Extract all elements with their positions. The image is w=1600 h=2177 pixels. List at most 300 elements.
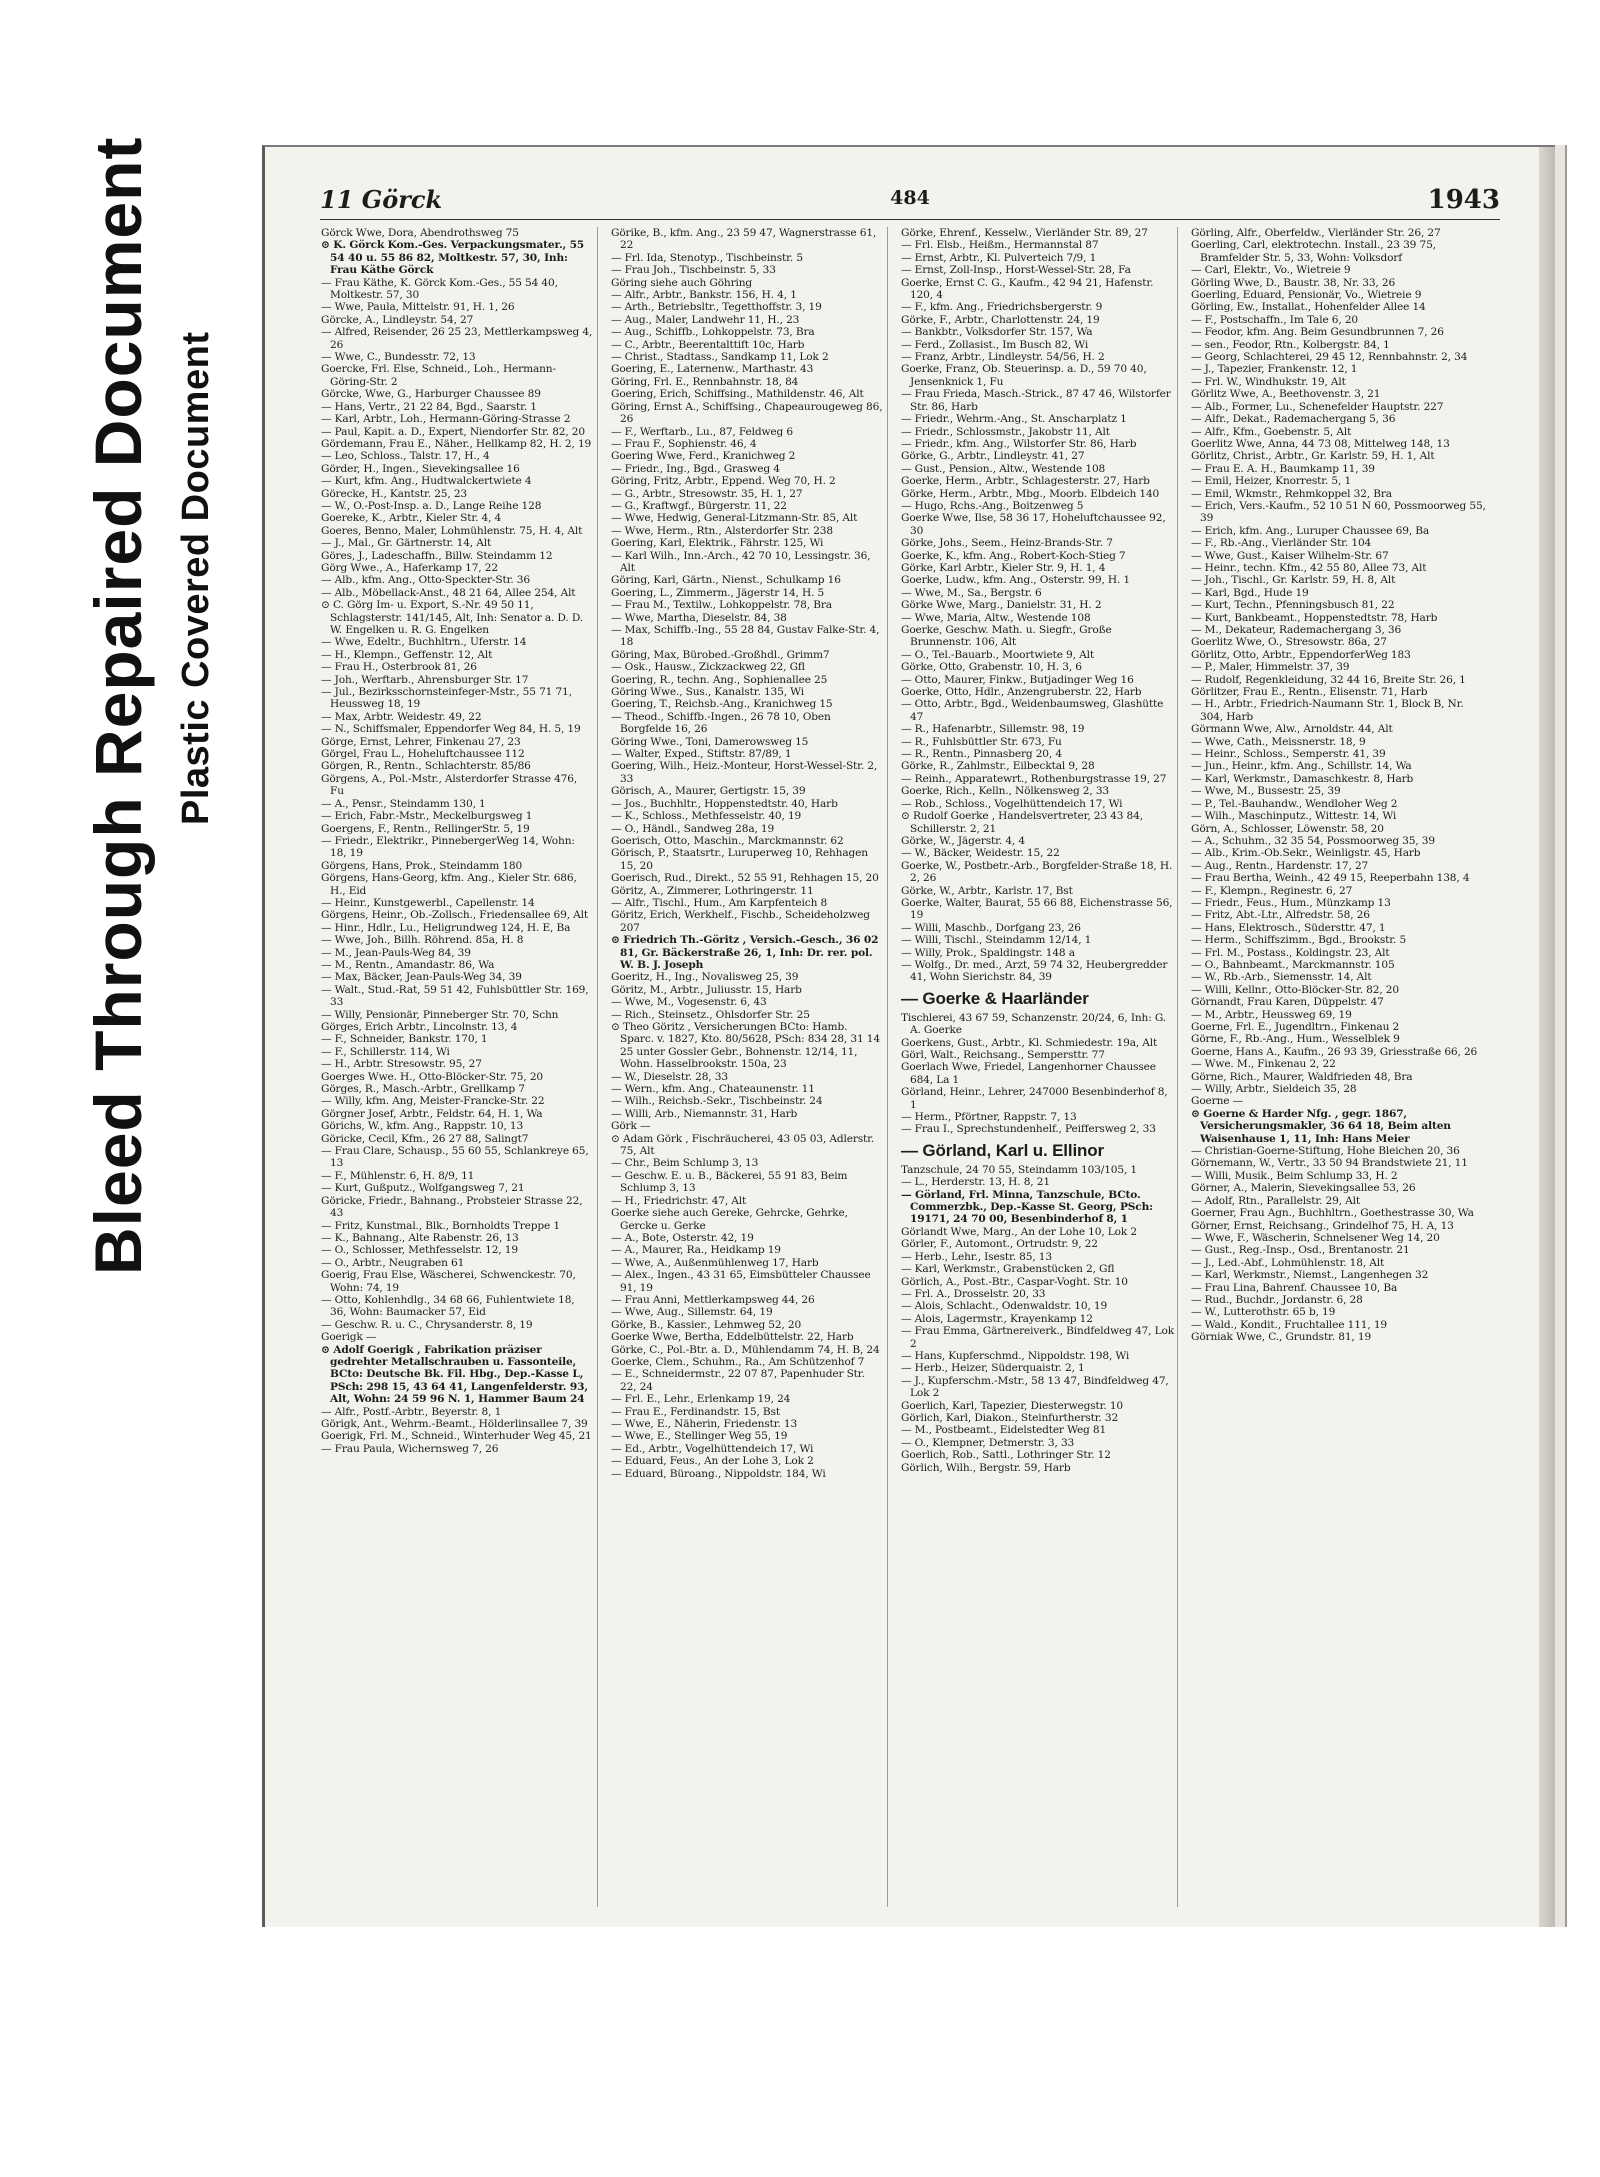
directory-entry: — Frau Paula, Wichernsweg 7, 26 — [321, 1442, 499, 1455]
directory-entry: — Ed., Arbtr., Vogelhüttendeich 17, Wi — [611, 1442, 814, 1455]
directory-entry: Görk — — [611, 1120, 651, 1133]
directory-entry: Görke, Ehrenf., Kesselw., Vierländer Str. 89, 27 — [901, 227, 1148, 239]
directory-entry: — W., Bäcker, Weidestr. 15, 22 — [901, 847, 1060, 860]
directory-entry: Görcke, Wwe, G., Harburger Chaussee 89 — [321, 388, 541, 401]
directory-entry: — Karl, Werkmstr., Grabenstücken 2, Gfl — [901, 1263, 1115, 1276]
directory-entry: Göring, Max, Bürobed.-Großhdl., Grimm7 — [611, 648, 830, 661]
directory-entry: — Alfr., Dekat., Rademachergang 5, 36 — [1191, 413, 1396, 426]
directory-entry: Görl, Walt., Reichsang., Sempersttr. 77 — [901, 1049, 1105, 1061]
directory-entry: ⊙ Adam Görk , Fischräucherei, 43 05 03, Adlerstr. 75, Alt — [611, 1132, 875, 1158]
directory-entry: Görgens, A., Pol.-Mstr., Alsterdorfer Strasse 476, Fu — [321, 772, 578, 798]
directory-entry: Göring, Karl, Gärtn., Nienst., Schulkamp 16 — [611, 574, 841, 587]
directory-entry: — H., Klempn., Geffenstr. 12, Alt — [321, 648, 493, 661]
directory-entry: — Frl. A., Drosselstr. 20, 33 — [901, 1287, 1046, 1300]
directory-entry: — Jos., Buchhltr., Hoppenstedtstr. 40, Harb — [611, 797, 838, 810]
page-header — [320, 185, 1500, 220]
directory-entry: Goereke, K., Arbtr., Kieler Str. 4, 4 — [321, 512, 502, 525]
directory-entry: Goerke, K., kfm. Ang., Robert-Koch-Stieg 7 — [901, 549, 1126, 562]
directory-entry: Görne, Rich., Maurer, Waldfrieden 48, Bra — [1191, 1070, 1413, 1083]
directory-entry: Görlich, Wilh., Bergstr. 59, Harb — [901, 1461, 1071, 1474]
directory-entry: — Karl, Werkmstr., Damaschkestr. 8, Harb — [1191, 772, 1414, 785]
directory-entry: Goerke, W., Postbetr.-Arb., Borgfelder-Straße 18, H. 2, 26 — [901, 859, 1173, 885]
directory-entry: Görecke, H., Kantstr. 25, 23 — [321, 487, 468, 500]
directory-entry: — J., Tapezier, Frankenstr. 12, 1 — [1191, 363, 1358, 376]
directory-entry: — Kurt, Gußputz., Wolfgangsweg 7, 21 — [321, 1182, 525, 1195]
page-number: 484 — [890, 187, 930, 209]
directory-entry: Görcke, A., Lindleystr. 54, 27 — [321, 313, 474, 326]
directory-entry: — Frau M., Textilw., Lohkoppelstr. 78, Bra — [611, 599, 832, 612]
directory-entry: Goerigk — — [321, 1331, 377, 1344]
directory-entry: — Wwe, Edeltr., Buchhltrn., Uferstr. 14 — [321, 636, 527, 649]
directory-entry: Göritz, A., Zimmerer, Lothringerstr. 11 — [611, 884, 814, 897]
directory-entry: — Frau Bertha, Weinh., 42 49 15, Reeperbahn 138, 4 — [1191, 872, 1470, 885]
directory-entry: Görke, C., Pol.-Btr. a. D., Mühlendamm 74, H. B, 24 — [611, 1343, 880, 1356]
directory-entry: — Wern., kfm. Ang., Chateaunenstr. 11 — [611, 1083, 815, 1096]
directory-entry: — Heinr., Kunstgewerbl., Capellenstr. 14 — [321, 896, 535, 909]
directory-entry: — O., Händl., Sandweg 28a, 19 — [611, 822, 775, 835]
directory-entry: — Erich, kfm. Ang., Luruper Chaussee 69, Ba — [1191, 524, 1430, 537]
directory-entry: Görlandt Wwe, Marg., An der Lohe 10, Lok 2 — [901, 1225, 1137, 1238]
directory-entry: — M., Postbeamt., Eidelstedter Weg 81 — [901, 1424, 1107, 1437]
directory-entry: Görike, B., kfm. Ang., 23 59 47, Wagnerstrasse 61, 22 — [611, 227, 877, 252]
directory-entry: — Frau Lina, Bahrenf. Chaussee 10, Ba — [1191, 1281, 1398, 1294]
directory-entry: — Frau F., Sophienstr. 46, 4 — [611, 437, 757, 450]
directory-entry: — Aug., Schiffb., Lohkoppelstr. 73, Bra — [611, 326, 815, 339]
directory-entry: — K., Schloss., Methfesselstr. 40, 19 — [611, 810, 802, 823]
directory-entry: — Goerke & Haarländer — [901, 988, 1089, 1008]
directory-entry: Görder, H., Ingen., Sievekingsallee 16 — [321, 462, 520, 475]
directory-entry: — Karl, Werkmstr., Niemst., Langenhegen 32 — [1191, 1269, 1429, 1282]
directory-entry: — Wwe, Hedwig, General-Litzmann-Str. 85, Alt — [611, 512, 858, 525]
directory-entry: Görichs, W., kfm. Ang., Rappstr. 10, 13 — [321, 1120, 524, 1133]
directory-entry: Görck Wwe, Dora, Abendrothsweg 75 — [321, 227, 519, 239]
directory-entry: Goerke, Rich., Kelln., Nölkensweg 2, 33 — [901, 785, 1109, 798]
directory-entry: — Frl. Elsb., Heißm., Hermannstal 87 — [901, 239, 1099, 252]
directory-entry: Görling, Ew., Installat., Hohenfelder Allee 14 — [1191, 301, 1426, 314]
directory-entry: — Kurt, Bankbeamt., Hoppenstedtstr. 78, Harb — [1191, 611, 1438, 624]
directory-entry: Göring, Frl. E., Rennbahnstr. 18, 84 — [611, 375, 799, 388]
directory-entry: — Jun., Heinr., kfm. Ang., Schillstr. 14, Wa — [1191, 760, 1412, 773]
directory-entry: Göring, Ernst A., Schiffsing., Chapeaurougeweg 86, 26 — [611, 400, 883, 426]
directory-entry: — O., Schlosser, Methfesselstr. 12, 19 — [321, 1244, 518, 1257]
directory-entry: Görlitz, Christ., Arbtr., Gr. Karlstr. 59, H. 1, Alt — [1191, 450, 1435, 463]
directory-entry: Göricke, Cecil, Kfm., 26 27 88, Salingt7 — [321, 1132, 529, 1145]
directory-entry: — Wwe. M., Finkenau 2, 22 — [1191, 1058, 1336, 1071]
directory-entry: — Friedr., Elektrikr., PinnebergerWeg 14, Wohn: 18, 19 — [321, 834, 575, 860]
directory-entry: Görisch, A., Maurer, Gertigstr. 15, 39 — [611, 785, 806, 798]
directory-entry: — Friedr., Feus., Hum., Münzkamp 13 — [1191, 896, 1391, 909]
directory-entry: Goerke Wwe, Ilse, 58 36 17, Hoheluftchaussee 92, 30 — [901, 512, 1166, 537]
directory-entry: — Emil, Wkmstr., Rehmkoppel 32, Bra — [1191, 487, 1392, 500]
directory-entry: Görgen, R., Rentn., Schlachterstr. 85/86 — [321, 760, 531, 773]
directory-entry: Görke, R., Zahlmstr., Eilbecktal 9, 28 — [901, 760, 1095, 773]
directory-entry: — Erich, Fabr.-Mstr., Meckelburgsweg 1 — [321, 810, 533, 823]
overlay-labels — [0, 0, 250, 2177]
directory-entry: — Alois, Lagermstr., Krayenkamp 12 — [901, 1312, 1093, 1325]
directory-entry: — M., Jean-Pauls-Weg 84, 39 — [321, 946, 471, 959]
directory-entry: — H., Arbtr. Stresowstr. 95, 27 — [321, 1058, 482, 1071]
directory-entry: Goerlich, Rob., Sattl., Lothringer Str. 12 — [901, 1449, 1111, 1462]
directory-entry: — F., Postschaffn., Im Tale 6, 20 — [1191, 313, 1358, 326]
directory-entry: Göring, Fritz, Arbtr., Eppend. Weg 70, H. 2 — [611, 475, 836, 488]
directory-entry: Goerling, Eduard, Pensionär, Vo., Wietreie 9 — [1191, 289, 1422, 302]
directory-entry: — Eduard, Büroang., Nippoldstr. 184, Wi — [611, 1467, 826, 1480]
directory-entry: Görlich, Karl, Diakon., Steinfurtherstr. 32 — [901, 1411, 1119, 1424]
directory-entry: — J., Kupferschm.-Mstr., 58 13 47, Bindfeldweg 47, Lok 2 — [901, 1374, 1169, 1400]
directory-entry: — Walt., Stud.-Rat, 59 51 42, Fuhlsbüttler Str. 169, 33 — [321, 983, 589, 1009]
directory-entry: Goerke, Ernst C. G., Kaufm., 42 94 21, Hafenstr. 120, 4 — [901, 276, 1154, 302]
directory-entry: — Hans, Vertr., 21 22 84, Bgd., Saarstr. 1 — [321, 400, 537, 413]
directory-entry: Goerke, Franz, Ob. Steuerinsp. a. D., 59 70 40, Jensenknick 1, Fu — [901, 363, 1147, 388]
directory-entry: ⊙ Rudolf Goerke , Handelsvertreter, 23 43 84, Schillerstr. 2, 21 — [901, 810, 1143, 835]
directory-entry: — Joh., Tischl., Gr. Karlstr. 59, H. 8, Alt — [1191, 574, 1396, 587]
directory-entry: — J., Led.-Abf., Lohmühlenstr. 18, Alt — [1191, 1256, 1385, 1269]
directory-entry: — Willy, kfm. Ang, Meister-Francke-Str. 22 — [321, 1095, 545, 1108]
directory-entry: — Joh., Werftarb., Ahrensburger Str. 17 — [321, 673, 529, 686]
directory-entry: — Karl Wilh., Inn.-Arch., 42 70 10, Lessingstr. 36, Alt — [611, 549, 871, 574]
directory-entry: — Willy, Arbtr., Sieldeich 35, 28 — [1191, 1083, 1357, 1096]
directory-entry: Görke, Otto, Grabenstr. 10, H. 3, 6 — [901, 661, 1082, 674]
directory-entry: ⊙ Adolf Goerigk , Fabrikation präziser gedrehter Metallschrauben u. Fassonteile, BCto: Deutsche Bk. Fil. Hbg., Dep.-Kasse L, PSch: 298 15, 43 64 41, Langenfelderstr. 93, Alt, Wohn: 24 59 96 N. 1, Hammer Baum 24 — [321, 1343, 588, 1406]
directory-entry: ⊙ K. Görck Kom.-Ges. Verpackungsmater., 55 54 40 u. 55 86 82, Moltkestr. 57, 30, Inh: Frau Käthe Görck — [321, 239, 585, 277]
directory-entry: — Theod., Schiffb.-Ingen., 26 78 10, Oben Borgfelde 16, 26 — [611, 710, 831, 736]
directory-entry: Görne, F., Rb.-Ang., Hum., Wesselblek 9 — [1191, 1033, 1400, 1046]
directory-entry: Goerke, Ludw., kfm. Ang., Osterstr. 99, H. 1 — [901, 574, 1130, 587]
directory-entry: — Herb., Lehr., Isestr. 85, 13 — [901, 1250, 1052, 1263]
directory-entry: — Frau Käthe, K. Görck Kom.-Ges., 55 54 40, Moltkestr. 57, 30 — [321, 276, 558, 302]
directory-entry: Görges, Erich Arbtr., Lincolnstr. 13, 4 — [321, 1021, 518, 1033]
directory-entry: — F., Klempn., Reginestr. 6, 27 — [1191, 884, 1353, 897]
directory-entry: — Wwe, Paula, Mittelstr. 91, H. 1, 26 — [321, 301, 515, 314]
directory-entry: — Hugo, Rchs.-Ang., Boitzenweg 5 — [901, 499, 1084, 512]
directory-entry: — Wwe, F., Wäscherin, Schnelsener Weg 14, 20 — [1191, 1231, 1440, 1244]
directory-entry: — Eduard, Feus., An der Lohe 3, Lok 2 — [611, 1455, 814, 1468]
directory-entry: Görke Wwe, Marg., Danielstr. 31, H. 2 — [901, 599, 1102, 612]
directory-entry: — Aug., Maler, Landwehr 11, H., 23 — [611, 313, 800, 326]
directory-entry: Goerke, Clem., Schuhm., Ra., Am Schützenhof 7 — [611, 1355, 865, 1368]
directory-entry: — Frau H., Osterbrook 81, 26 — [321, 661, 477, 674]
directory-entry: — Herm., Pförtner, Rappstr. 7, 13 — [901, 1111, 1077, 1124]
directory-entry: Goerigk, Frl. M., Schneid., Winterhuder Weg 45, 21 — [321, 1430, 592, 1443]
directory-entry: Görke, F., Arbtr., Charlottenstr. 24, 19 — [901, 313, 1100, 326]
directory-entry: Görke, Johs., Seem., Heinz-Brands-Str. 7 — [901, 537, 1113, 550]
directory-entry: — Ernst, Arbtr., Kl. Pulverteich 7/9, 1 — [901, 251, 1097, 264]
directory-entry: — Alfr., Kfm., Goebenstr. 5, Alt — [1191, 425, 1352, 438]
column-2 — [610, 227, 888, 1907]
directory-entry: — Wilh., Reichsb.-Sekr., Tischbeinstr. 24 — [611, 1095, 823, 1108]
directory-entry: — Emil, Heizer, Knorrestr. 5, 1 — [1191, 475, 1352, 488]
directory-entry: Görler, F., Automont., Ortrudstr. 9, 22 — [901, 1238, 1098, 1251]
directory-entry: — Erich, Vers.-Kaufm., 52 10 51 N 60, Possmoorweg 55, 39 — [1191, 499, 1486, 525]
directory-entry: Goering, Erich, Schiffsing., Mathildenstr. 46, Alt — [611, 388, 864, 401]
directory-entry: Göritz, Erich, Werkhelf., Fischb., Scheideholzweg 207 — [611, 909, 870, 934]
directory-entry: — Kurt, kfm. Ang., Hudtwalckertwiete 4 — [321, 475, 532, 488]
directory-entry: — Rob., Schloss., Vogelhüttendeich 17, Wi — [901, 797, 1123, 810]
directory-entry: — Friedr., Ing., Bgd., Grasweg 4 — [611, 462, 780, 475]
directory-entry: Görg Wwe., A., Haferkamp 17, 22 — [321, 561, 498, 574]
directory-entry: Goering, R., techn. Ang., Sophienallee 25 — [611, 673, 828, 686]
directory-entry: ⊙ Theo Göritz , Versicherungen BCto: Hamb. Sparc. v. 1827, Kto. 80/5628, PSch: 834 28, 31 14 25 unter Gossler Gebr., Bohnenstr. 12/14, 11, Wohn. Hasselbrookstr. 150a, 23 — [611, 1021, 880, 1071]
directory-entry: — Willy, Pensionär, Pinneberger Str. 70, Schn — [321, 1008, 559, 1021]
directory-entry: — L., Herderstr. 13, H. 8, 21 — [901, 1176, 1050, 1189]
directory-entry: — Fritz, Abt.-Ltr., Alfredstr. 58, 26 — [1191, 909, 1370, 922]
directory-entry: — Herm., Schiffszimm., Bgd., Brookstr. 5 — [1191, 934, 1407, 947]
directory-entry: Görgens, Heinr., Ob.-Zollsch., Friedensallee 69, Alt — [321, 909, 588, 922]
directory-entry: — Görland, Frl. Minna, Tanzschule, BCto. Commerzbk., Dep.-Kasse St. Georg, PSch: 19171, 24 70 00, Besenbinderhof 8, 1 — [901, 1188, 1153, 1226]
directory-entry: Görlitzer, Frau E., Rentn., Elisenstr. 71, Harb — [1191, 686, 1428, 699]
directory-entry: — Alb., Former, Lu., Schenefelder Hauptstr. 227 — [1191, 400, 1444, 413]
directory-entry: — Aug., Rentn., Hardenstr. 17, 27 — [1191, 859, 1369, 872]
directory-entry: — Frl. W., Windhukstr. 19, Alt — [1191, 375, 1346, 388]
directory-entry: Goering, E., Laternenw., Marthastr. 43 — [611, 363, 814, 376]
directory-entry: — Willi, Arb., Niemannstr. 31, Harb — [611, 1107, 798, 1120]
directory-entry: Goercke, Frl. Else, Schneid., Loh., Hermann-Göring-Str. 2 — [321, 363, 556, 388]
directory-entry: — Willi, Musik., Beim Schlump 33, H. 2 — [1191, 1169, 1398, 1182]
directory-entry: Tischlerei, 43 67 59, Schanzenstr. 20/24, 6, Inh: G. A. Goerke — [901, 1011, 1166, 1037]
directory-entry: Görn, A., Schlosser, Löwenstr. 58, 20 — [1191, 822, 1384, 835]
directory-entry: Goerke, Walter, Baurat, 55 66 88, Eichenstrasse 56, 19 — [901, 896, 1173, 922]
directory-entry: — A., Pensr., Steindamm 130, 1 — [321, 797, 486, 810]
directory-entry: — R., Fuhlsbüttler Str. 673, Fu — [901, 735, 1062, 748]
directory-entry: Görgel, Frau L., Hoheluftchaussee 112 — [321, 748, 525, 761]
year: 1943 — [1427, 185, 1500, 215]
directory-entry: Goerisch, Rud., Direkt., 52 55 91, Rehhagen 15, 20 — [611, 872, 879, 885]
directory-entry: Görke, B., Kassier., Lehmweg 52, 20 — [611, 1318, 802, 1331]
directory-entry: Görisch, P., Staatsrtr., Luruperweg 10, Rehhagen 15, 20 — [611, 847, 868, 872]
directory-entry: — Heinr., techn. Kfm., 42 55 80, Allee 73, Alt — [1191, 561, 1427, 574]
directory-entry: Göring siehe auch Göhring — [611, 276, 753, 289]
directory-entry: — Wwe, Martha, Dieselstr. 84, 38 — [611, 611, 787, 624]
directory-entry: — Wilh., Maschinputz., Wittestr. 14, Wi — [1191, 810, 1397, 823]
directory-entry: — Wwe, A., Außenmühlenweg 17, Harb — [611, 1256, 819, 1269]
directory-entry: Goerlich, Karl, Tapezier, Diesterwegstr. 10 — [901, 1399, 1123, 1412]
directory-entry: Goerkens, Gust., Arbtr., Kl. Schmiedestr. 19a, Alt — [901, 1036, 1158, 1049]
directory-entry: Goerges Wwe. H., Otto-Blöcker-Str. 75, 20 — [321, 1070, 543, 1083]
directory-entry: — Alfr., Arbtr., Bankstr. 156, H. 4, 1 — [611, 289, 797, 302]
directory-entry: Görge, Ernst, Lehrer, Finkenau 27, 23 — [321, 735, 521, 748]
directory-entry: — W., Dieselstr. 28, 33 — [611, 1070, 728, 1083]
directory-entry: — Wwe, C., Bundesstr. 72, 13 — [321, 351, 476, 364]
directory-entry: — Wwe, M., Bussestr. 25, 39 — [1191, 785, 1341, 798]
directory-entry: Goerig, Frau Else, Wäscherei, Schwenckestr. 70, Wohn: 74, 19 — [321, 1269, 576, 1294]
directory-entry: — Hinr., Hdlr., Lu., Heligrundweg 124, H. E, Ba — [321, 921, 571, 934]
directory-entry: — Alb., Möbellack-Anst., 48 21 64, Allee 254, Alt — [321, 586, 576, 599]
directory-entry: — Wwe, Cath., Meissnerstr. 18, 9 — [1191, 735, 1366, 748]
directory-entry: Goering, Karl, Elektrik., Fährstr. 125, Wi — [611, 537, 824, 550]
directory-entry: — Alfr., Tischl., Hum., Am Karpfenteich 8 — [611, 896, 828, 909]
directory-entry: — Frau Anni, Mettlerkampsweg 44, 26 — [611, 1293, 815, 1306]
directory-columns — [320, 227, 1500, 1907]
directory-entry: Goerling, Carl, elektrotechn. Install., 23 39 75, Bramfelder Str. 5, 33, Wohn: Volksdorf — [1191, 239, 1436, 264]
running-head: 11 Görck — [320, 185, 443, 214]
directory-entry: — Rud., Buchdr., Jordanstr. 6, 28 — [1191, 1293, 1363, 1306]
directory-entry: — Frl. Ida, Stenotyp., Tischbeinstr. 5 — [611, 251, 803, 264]
directory-entry: — Friedr., kfm. Ang., Wilstorfer Str. 86, Harb — [901, 437, 1137, 450]
directory-entry: — Jul., Bezirksschornsteinfeger-Mstr., 55 71 71, Heussweg 18, 19 — [321, 686, 572, 711]
directory-entry: — Frau E., Ferdinandstr. 15, Bst — [611, 1405, 780, 1418]
directory-entry: Görke, W., Arbtr., Karlstr. 17, Bst — [901, 884, 1073, 897]
directory-entry: ⊙ Friedrich Th.-Göritz , Versich.-Gesch., 36 02 81, Gr. Bäckerstraße 26, 1, Inh: Dr. rer. pol. W. B. J. Joseph — [611, 934, 879, 971]
directory-entry: Goerlitz Wwe, Anna, 44 73 08, Mittelweg 148, 13 — [1191, 437, 1450, 450]
directory-entry: Goerlach Wwe, Friedel, Langenhorner Chaussee 684, La 1 — [901, 1061, 1156, 1086]
directory-entry: Goerlitz Wwe, O., Stresowstr. 86a, 27 — [1191, 636, 1387, 649]
directory-entry: — Hans, Kupferschmd., Nippoldstr. 198, Wi — [901, 1349, 1130, 1362]
directory-entry: — W., Rb.-Arb., Siemensstr. 14, Alt — [1191, 971, 1372, 984]
directory-entry: Goerner, Frau Agn., Buchhltrn., Goethestrasse 30, Wa — [1191, 1207, 1474, 1220]
directory-entry: — Hans, Elektrosch., Südersttr. 47, 1 — [1191, 921, 1386, 934]
directory-entry: — R., Hafenarbtr., Sillemstr. 98, 19 — [901, 723, 1085, 736]
directory-entry: Goerne, Hans A., Kaufm., 26 93 39, Griesstraße 66, 26 — [1191, 1045, 1478, 1058]
directory-entry: — Otto, Arbtr., Bgd., Weidenbaumsweg, Glashütte 47 — [901, 698, 1164, 723]
directory-entry: — Karl, Bgd., Hude 19 — [1191, 586, 1309, 599]
directory-entry: — Georg, Schlachterei, 29 45 12, Rennbahnstr. 2, 34 — [1191, 351, 1468, 364]
directory-entry: — Geschw. R. u. C., Chrysanderstr. 8, 19 — [321, 1318, 533, 1331]
directory-entry: Görnemann, W., Vertr., 33 50 94 Brandstwiete 21, 11 — [1191, 1157, 1468, 1170]
directory-entry: Görke, Herm., Arbtr., Mbg., Moorb. Elbdeich 140 — [901, 487, 1160, 500]
directory-entry: — N., Schiffsmaler, Eppendorfer Weg 84, H. 5, 19 — [321, 723, 581, 736]
directory-entry: — Friedr., Wehrm.-Ang., St. Anscharplatz 1 — [901, 413, 1127, 426]
directory-entry: Goering, L., Zimmerm., Jägerstr 14, H. 5 — [611, 586, 825, 599]
directory-entry: — Rich., Steinsetz., Ohlsdorfer Str. 25 — [611, 1008, 810, 1021]
directory-entry: Tanzschule, 24 70 55, Steindamm 103/105, 1 — [901, 1163, 1138, 1176]
directory-entry: — Wwe, Maria, Altw., Westende 108 — [901, 611, 1091, 624]
directory-entry: — Reinh., Apparatewrt., Rothenburgstrasse 19, 27 — [901, 772, 1167, 785]
directory-entry: — Herb., Heizer, Süderquaistr. 2, 1 — [901, 1362, 1085, 1375]
directory-entry: — Franz, Arbtr., Lindleystr. 54/56, H. 2 — [901, 351, 1105, 364]
bleed-through-label: Bleed Through Repaired Document — [81, 136, 155, 1275]
directory-entry: — O., Arbtr., Neugraben 61 — [321, 1256, 465, 1269]
directory-entry: Görigk, Ant., Wehrm.-Beamt., Hölderlinsallee 7, 39 — [321, 1418, 588, 1430]
directory-entry: — Max, Arbtr. Weidestr. 49, 22 — [321, 710, 482, 723]
directory-entry: — Ferd., Zollasist., Im Busch 82, Wi — [901, 338, 1089, 351]
directory-entry: — Max, Schiffb.-Ing., 55 28 84, Gustav Falke-Str. 4, 18 — [611, 624, 880, 649]
column-3 — [900, 227, 1178, 1907]
directory-entry: Goerke siehe auch Gereke, Gehrcke, Gehrke, Gercke u. Gerke — [611, 1207, 848, 1232]
directory-entry: — C., Arbtr., Beerentalttift 10c, Harb — [611, 338, 805, 351]
directory-entry: — Wwe, Gust., Kaiser Wilhelm-Str. 67 — [1191, 549, 1389, 562]
directory-entry: — W., Lutterothstr. 65 b, 19 — [1191, 1306, 1336, 1319]
directory-entry: — Frau Joh., Tischbeinstr. 5, 33 — [611, 264, 776, 277]
directory-entry: Görniak Wwe, C., Grundstr. 81, 19 — [1191, 1331, 1372, 1344]
directory-entry: — Adolf, Rtn., Parallelstr. 29, Alt — [1191, 1194, 1360, 1207]
directory-entry: Goeritz, H., Ing., Novalisweg 25, 39 — [611, 971, 799, 984]
directory-entry: Goerke, Herm., Arbtr., Schlagesterstr. 27, Harb — [901, 475, 1150, 488]
directory-entry: — F., kfm. Ang., Friedrichsbergerstr. 9 — [901, 301, 1103, 314]
directory-entry: — Frau I., Sprechstundenhelf., Peiffersweg 2, 33 — [901, 1123, 1156, 1136]
directory-entry: — Rudolf, Regenkleidung, 32 44 16, Breite Str. 26, 1 — [1191, 673, 1466, 686]
directory-entry: — Fritz, Kunstmal., Blk., Bornholdts Treppe 1 — [321, 1219, 560, 1232]
directory-entry: — Alois, Schlacht., Odenwaldstr. 10, 19 — [901, 1300, 1108, 1313]
directory-entry: — Frau Clare, Schausp., 55 60 55, Schlankreye 65, 13 — [321, 1145, 589, 1170]
directory-entry: — A., Schuhm., 32 35 54, Possmoorweg 35, 39 — [1191, 834, 1435, 847]
directory-entry: — F., Rb.-Ang., Vierländer Str. 104 — [1191, 537, 1372, 550]
directory-entry: Göricke, Friedr., Bahnang., Probsteier Strasse 22, 43 — [321, 1194, 583, 1220]
directory-entry: Görnandt, Frau Karen, Düppelstr. 47 — [1191, 996, 1384, 1009]
directory-entry: — Wwe, E., Näherin, Friedenstr. 13 — [611, 1418, 798, 1430]
directory-entry: Goering, Wilh., Heiz.-Monteur, Horst-Wessel-Str. 2, 33 — [611, 760, 878, 785]
directory-entry: — Alb., kfm. Ang., Otto-Speckter-Str. 36 — [321, 574, 530, 587]
directory-entry: — Otto, Kohlenhdlg., 34 68 66, Fuhlentwiete 18, 36, Wohn: Baumacker 57, Eid — [321, 1293, 575, 1319]
directory-entry: — E., Schneidermstr., 22 07 87, Papenhuder Str. 22, 24 — [611, 1368, 865, 1393]
directory-entry: — Gust., Pension., Altw., Westende 108 — [901, 462, 1106, 475]
directory-entry: Görges, R., Masch.-Arbtr., Grellkamp 7 — [321, 1083, 525, 1096]
directory-entry: — Karl, Arbtr., Loh., Hermann-Göring-Strasse 2 — [321, 413, 571, 426]
directory-entry: — O., Klempner, Detmerstr. 3, 33 — [901, 1436, 1075, 1449]
directory-entry: — G., Arbtr., Stresowstr. 35, H. 1, 27 — [611, 487, 803, 500]
directory-entry: — Frl. E., Lehr., Erlenkamp 19, 24 — [611, 1393, 791, 1406]
directory-entry: — O., Bahnbeamt., Marckmannstr. 105 — [1191, 958, 1395, 971]
directory-entry: — Frau Frieda, Masch.-Strick., 87 47 46, Wilstorfer Str. 86, Harb — [901, 388, 1171, 413]
directory-entry: Goering Wwe, Ferd., Kranichweg 2 — [611, 450, 796, 463]
directory-entry: — Carl, Elektr., Vo., Wietreie 9 — [1191, 264, 1351, 277]
directory-entry: — Görland, Karl u. Ellinor — [901, 1140, 1104, 1160]
directory-entry: — F., Werftarb., Lu., 87, Feldweg 6 — [611, 425, 793, 438]
directory-entry: Göres, J., Ladeschaffn., Billw. Steindamm 12 — [321, 549, 553, 562]
directory-entry: — Christian-Goerne-Stiftung, Hohe Bleichen 20, 36 — [1191, 1145, 1460, 1158]
directory-entry: — Wwe, M., Vogesenstr. 6, 43 — [611, 996, 767, 1009]
directory-entry: — Chr., Beim Schlump 3, 13 — [611, 1157, 759, 1170]
directory-entry: Göring Wwe., Toni, Damerowsweg 15 — [611, 735, 809, 748]
directory-entry: Goergens, F., Rentn., RellingerStr. 5, 19 — [321, 822, 530, 835]
directory-entry: — Wolfg., Dr. med., Arzt, 59 74 32, Heubergredder 41, Wohn Sierichstr. 84, 39 — [901, 958, 1168, 984]
directory-entry: — Willi, Tischl., Steindamm 12/14, 1 — [901, 934, 1092, 947]
directory-entry: Görke, Karl Arbtr., Kieler Str. 9, H. 1, 4 — [901, 561, 1106, 574]
directory-entry: Goerke Wwe, Bertha, Eddelbüttelstr. 22, Harb — [611, 1331, 854, 1344]
directory-entry: — Alfred, Reisender, 26 25 23, Mettlerkampsweg 4, 26 — [321, 326, 593, 351]
directory-entry: — Gust., Reg.-Insp., Osd., Brentanostr. 21 — [1191, 1244, 1410, 1257]
directory-entry: Goering, T., Reichsb.-Ang., Kranichweg 15 — [611, 698, 833, 711]
directory-entry: Görling, Alfr., Oberfeldw., Vierländer Str. 26, 27 — [1191, 227, 1441, 239]
directory-entry: — Walter, Exped., Stiftstr. 87/89, 1 — [611, 748, 792, 761]
directory-entry: — Alb., Krim.-Ob.Sekr., Weinligstr. 45, Harb — [1191, 847, 1421, 860]
directory-entry: — H., Friedrichstr. 47, Alt — [611, 1194, 747, 1207]
directory-entry: — Willi, Kellnr., Otto-Blöcker-Str. 82, 20 — [1191, 983, 1399, 996]
directory-entry: Göritz, M., Arbtr., Juliusstr. 15, Harb — [611, 983, 802, 996]
directory-entry: — Max, Bäcker, Jean-Pauls-Weg 34, 39 — [321, 971, 522, 984]
directory-entry: — M., Rentn., Amandastr. 86, Wa — [321, 958, 495, 971]
directory-entry: — Feodor, kfm. Ang. Beim Gesundbrunnen 7, 26 — [1191, 326, 1444, 339]
directory-entry: Görgens, Hans, Prok., Steindamm 180 — [321, 859, 523, 872]
plastic-covered-label: Plastic Covered Document — [175, 331, 217, 825]
directory-entry: — Frau E. A. H., Baumkamp 11, 39 — [1191, 462, 1375, 475]
directory-entry: ⊙ C. Görg Im- u. Export, S.-Nr. 49 50 11, Schlagsterstr. 141/145, Alt, Inh: Senator a. D. D. W. Engelken u. R. G. Engelken — [321, 599, 584, 636]
directory-entry: — M., Dekateur, Rademachergang 3, 36 — [1191, 624, 1402, 636]
directory-entry: Görlitz Wwe, A., Beethovenstr. 3, 21 — [1191, 388, 1381, 401]
directory-entry: — Alex., Ingen., 43 31 65, Eimsbütteler Chaussee 91, 19 — [611, 1269, 871, 1294]
scanned-page — [262, 145, 1555, 1927]
directory-entry: — sen., Feodor, Rtn., Kolbergstr. 84, 1 — [1191, 338, 1390, 351]
directory-entry: Görgner Josef, Arbtr., Feldstr. 64, H. 1, Wa — [321, 1107, 543, 1120]
directory-entry: Gördemann, Frau E., Näher., Hellkamp 82, H. 2, 19 — [321, 437, 592, 450]
directory-entry: Göring Wwe., Sus., Kanalstr. 135, Wi — [611, 686, 804, 699]
directory-entry: — Frl. M., Postass., Koldingstr. 23, Alt — [1191, 946, 1390, 959]
directory-entry: — Heinr., Schloss., Semperstr. 41, 39 — [1191, 748, 1386, 761]
directory-entry: Görner, Ernst, Reichsang., Grindelhof 75, H. A, 13 — [1191, 1219, 1454, 1232]
directory-entry: — P., Tel.-Bauhandw., Wendloher Weg 2 — [1191, 797, 1398, 810]
directory-entry: — Paul, Kapit. a. D., Expert, Niendorfer Str. 82, 20 — [321, 425, 585, 438]
directory-entry: — Friedr., Schlossmstr., Jakobstr 11, Alt — [901, 425, 1110, 438]
directory-entry: — A., Bote, Osterstr. 42, 19 — [611, 1231, 754, 1244]
directory-entry: — Ernst, Zoll-Insp., Horst-Wessel-Str. 28, Fa — [901, 264, 1131, 277]
directory-entry: — Christ., Stadtass., Sandkamp 11, Lok 2 — [611, 351, 829, 364]
directory-entry: — Arth., Betriebsltr., Tegetthoffstr. 3, 19 — [611, 301, 822, 314]
directory-entry: — K., Bahnang., Alte Rabenstr. 26, 13 — [321, 1231, 519, 1244]
directory-entry: — R., Rentn., Pinnasberg 20, 4 — [901, 748, 1062, 761]
directory-entry: — Wwe, Herm., Rtn., Alsterdorfer Str. 238 — [611, 524, 833, 537]
directory-entry: Görmann Wwe, Alw., Arnoldstr. 44, Alt — [1191, 723, 1393, 736]
directory-entry: Goerne — — [1191, 1095, 1244, 1108]
directory-entry: — Wwe, Joh., Billh. Röhrend. 85a, H. 8 — [321, 934, 524, 947]
